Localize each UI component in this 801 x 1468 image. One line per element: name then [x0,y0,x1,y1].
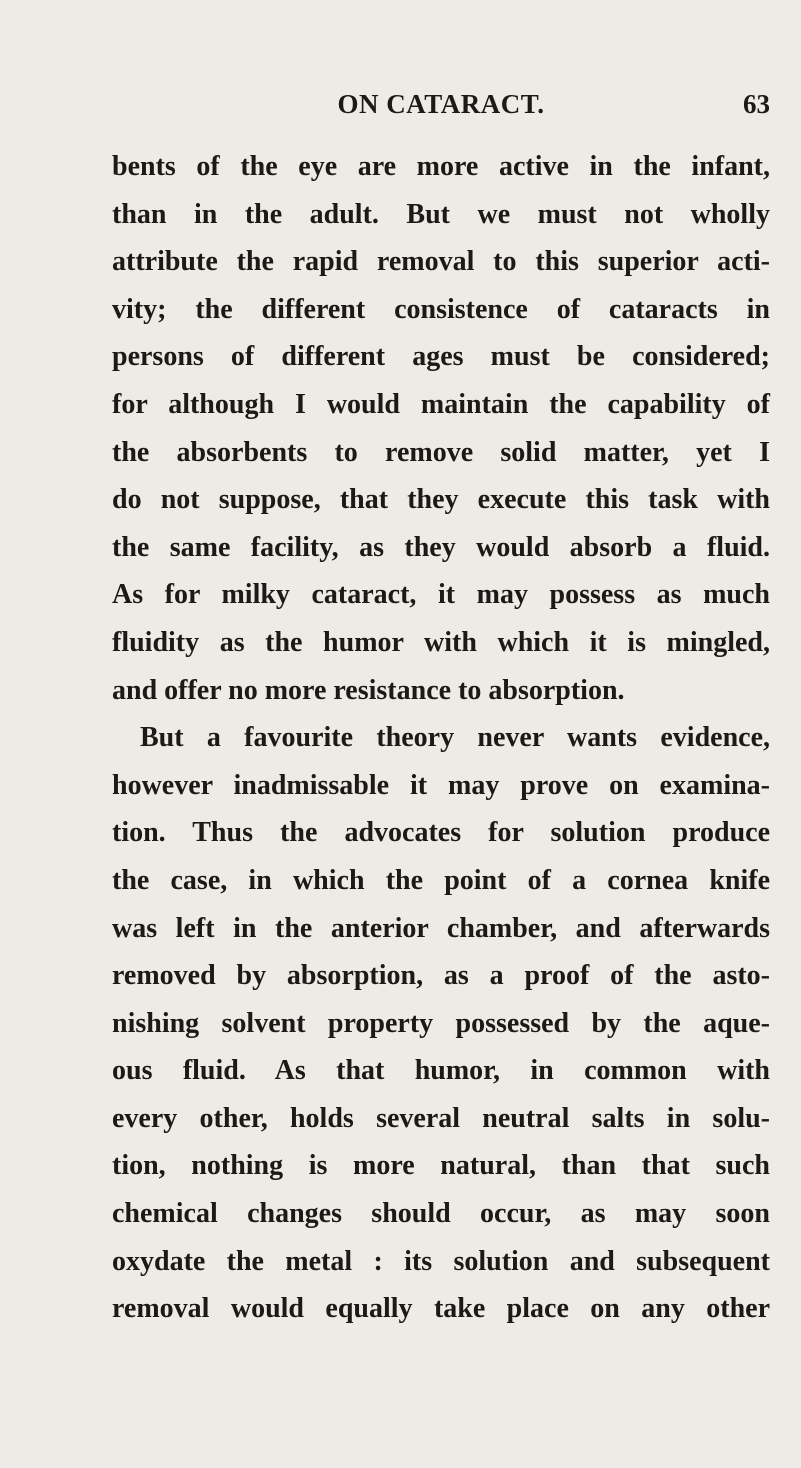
running-head: ON CATARACT. [337,89,545,119]
text-line: chemical changes should occur, as may soon [112,1198,770,1230]
text-line: oxydate the metal : its solution and subsequent [112,1245,770,1277]
text-line: vity; the different consistence of cataracts in [112,293,770,325]
text-line: tion, nothing is more natural, than that such [112,1150,770,1182]
text-line: for although I would maintain the capability of [112,388,770,420]
text-line: the absorbents to remove solid matter, yet I [112,436,770,468]
text-line: the same facility, as they would absorb a fluid. [112,531,770,563]
text-line: attribute the rapid removal to this superior acti- [112,246,770,278]
text-line: ous fluid. As that humor, in common with [112,1055,770,1087]
text-line: fluidity as the humor with which it is mingled, [112,626,770,658]
text-line: was left in the anterior chamber, and afterwards [112,912,770,944]
text-line: however inadmissable it may prove on examina- [112,769,770,801]
text-line: removal would equally take place on any other [112,1293,770,1325]
text-line: As for milky cataract, it may possess as much [112,579,770,611]
text-line: bents of the eye are more active in the infant, [112,151,770,182]
text-line: removed by absorption, as a proof of the asto- [112,960,770,992]
text-line: and offer no more resistance to absorption. [112,674,625,706]
page-header [112,86,770,122]
text-line: persons of different ages must be considered; [112,341,770,373]
text-line: tion. Thus the advocates for solution produce [112,817,770,849]
page-number: 63 [743,89,770,119]
text-line: the case, in which the point of a cornea knife [112,864,770,896]
text-line: But a favourite theory never wants evidence, [140,722,770,754]
text-line: nishing solvent property possessed by the aque- [112,1007,770,1039]
text-line: every other, holds several neutral salts in solu- [112,1102,770,1134]
text-line: do not suppose, that they execute this task with [112,484,770,516]
text-line: than in the adult. But we must not wholly [112,198,770,230]
body-text [112,143,770,1333]
